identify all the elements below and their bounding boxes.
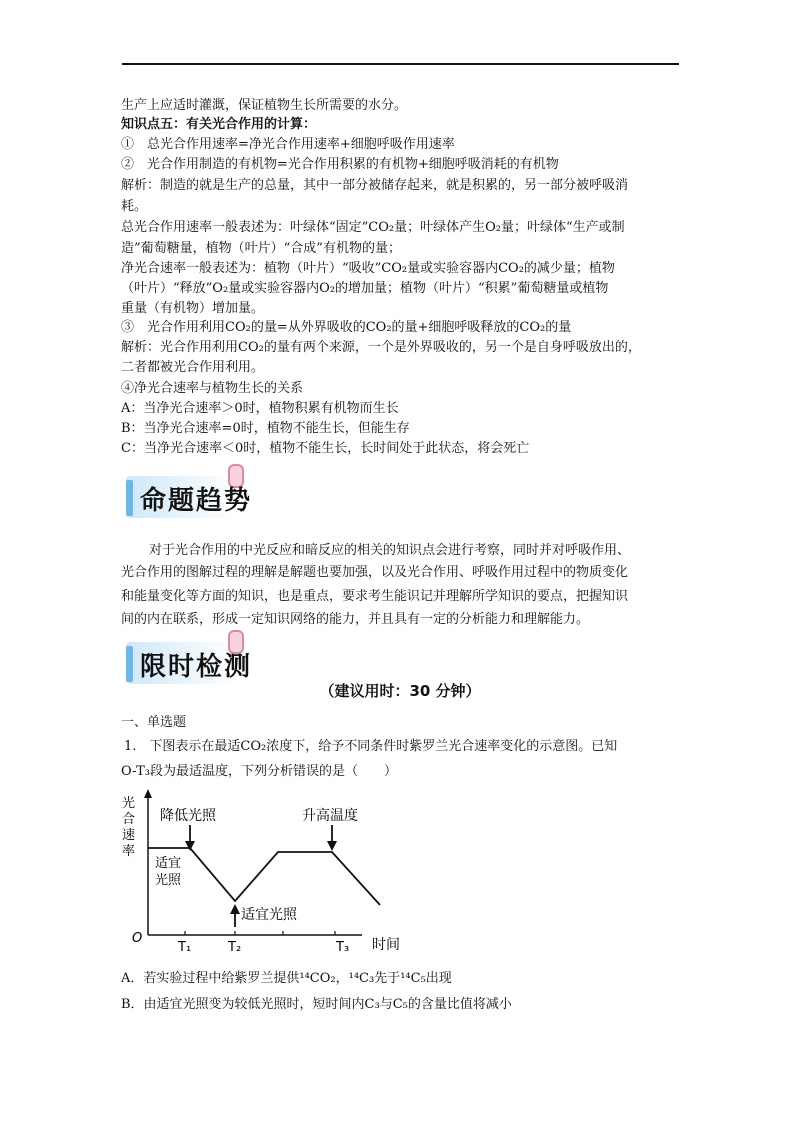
rate-curve xyxy=(148,848,380,905)
y-axis-label-char: 光 xyxy=(122,796,136,811)
y-axis-label-char: 率 xyxy=(122,844,136,859)
tick-label-t3: T₃ xyxy=(336,940,350,955)
x-axis-label: 时间 xyxy=(372,937,400,953)
intro-line: 生产上应适时灌溉，保证植物生长所需要的水分。 xyxy=(121,98,408,113)
photosynthesis-rate-figure xyxy=(110,785,430,960)
question-1-line-1: 1. 下图表示在最适CO₂浓度下，给予不同条件时紫罗兰光合速率变化的示意图。已知 xyxy=(124,739,618,754)
text-line: C：当净光合速率＜0时，植物不能生长，长时间处于此状态，将会死亡 xyxy=(121,441,530,456)
section-heading: 知识点五：有关光合作用的计算： xyxy=(121,117,317,132)
annotation-suitable-light-left: 光照 xyxy=(155,873,182,888)
text-line: B：当净光合速率=0时，植物不能生长，但能生存 xyxy=(121,421,410,436)
section-label: 一、单选题 xyxy=(121,715,187,730)
text-line: A：当净光合速率＞0时，植物积累有机物而生长 xyxy=(121,401,399,416)
tick-label-t1: T₁ xyxy=(178,940,192,955)
origin-label: O xyxy=(132,931,143,946)
text-line: 总光合作用速率一般表述为：叶绿体“固定”CO₂量；叶绿体产生O₂量；叶绿体“生产或制 xyxy=(121,220,625,235)
text-line: 耗。 xyxy=(121,199,148,214)
trend-line: 和能量变化等方面的知识，也是重点，要求考生能识记并理解所学知识的要点，把握知识 xyxy=(121,589,629,604)
down-arrow-icon xyxy=(185,841,195,851)
text-line: 造”葡萄糖量，植物（叶片）“合成”有机物的量； xyxy=(121,241,401,256)
down-arrow-icon xyxy=(327,841,337,851)
text-line: 重量（有机物）增加量。 xyxy=(121,301,265,316)
trend-banner xyxy=(122,474,290,524)
up-arrow-icon xyxy=(230,904,240,914)
annotation-suitable-light-bottom: 适宜光照 xyxy=(241,907,297,923)
text-line: ② 光合作用制造的有机物=光合作用积累的有机物+细胞呼吸消耗的有机物 xyxy=(121,157,559,172)
test-title: 限时检测 xyxy=(140,652,253,682)
text-line: 解析：制造的就是生产的总量，其中一部分被储存起来，就是积累的，另一部分被呼吸消 xyxy=(121,178,629,193)
annotation-reduce-light: 降低光照 xyxy=(160,808,216,824)
option-a: A．若实验过程中给紫罗兰提供¹⁴CO₂，¹⁴C₃先于¹⁴C₅出现 xyxy=(121,971,452,986)
y-axis-label-char: 速 xyxy=(122,828,136,843)
tick-label-t2: T₂ xyxy=(228,940,242,955)
annotation-raise-temp: 升高温度 xyxy=(302,808,358,824)
annotation-suitable-light-left: 适宜 xyxy=(155,856,182,871)
option-b: B．由适宜光照变为较低光照时，短时间内C₃与C₅的含量比值将减小 xyxy=(121,997,512,1012)
text-line: 净光合速率一般表述为：植物（叶片）“吸收”CO₂量或实验容器内CO₂的减少量；植物 xyxy=(121,261,615,276)
trend-line: 间的内在联系，形成一定知识网络的能力，并且具有一定的分析能力和理解能力。 xyxy=(121,612,590,627)
trend-title: 命题趋势 xyxy=(140,486,253,516)
text-line: 解析：光合作用利用CO₂的量有两个来源，一个是外界吸收的，另一个是自身呼吸放出的， xyxy=(121,340,641,355)
y-axis-arrow-icon xyxy=(144,789,152,798)
trend-line: 光合作用的图解过程的理解是解题也要加强，以及光合作用、呼吸作用过程中的物质变化 xyxy=(121,565,629,580)
trend-line: 对于光合作用的中光反应和暗反应的相关的知识点会进行考察，同时并对呼吸作用、 xyxy=(149,543,631,558)
text-line: （叶片）“释放”O₂量或实验容器内O₂的增加量；植物（叶片）“积累”葡萄糖量或植物 xyxy=(121,281,609,296)
time-hint: （建议用时：30 分钟） xyxy=(319,682,481,700)
question-1-line-2: O-T₃段为最适温度，下列分析错误的是（ ） xyxy=(121,764,397,779)
text-line: ③ 光合作用利用CO₂的量=从外界吸收的CO₂的量+细胞呼吸释放的CO₂的量 xyxy=(121,320,572,335)
text-line: 二者都被光合作用利用。 xyxy=(121,360,265,375)
header-rule xyxy=(122,63,679,65)
text-line: ① 总光合作用速率=净光合作用速率+细胞呼吸作用速率 xyxy=(121,137,455,152)
text-line: ④净光合速率与植物生长的关系 xyxy=(121,381,304,396)
y-axis-label-char: 合 xyxy=(122,812,136,827)
